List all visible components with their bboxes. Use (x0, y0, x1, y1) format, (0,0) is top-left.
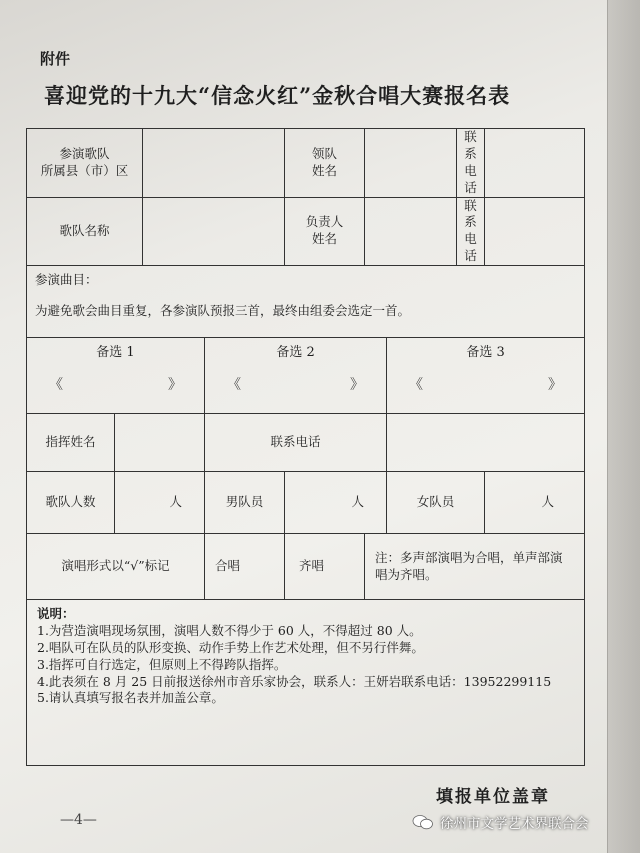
leader-contact-field[interactable] (485, 129, 585, 198)
male-members-unit[interactable]: 人 (285, 472, 387, 534)
conductor-name-field[interactable] (115, 414, 205, 472)
leader-contact-label: 联系 电话 (457, 129, 485, 198)
note-item: 5.请认真填写报名表并加盖公章。 (37, 690, 224, 706)
songs-section (27, 266, 585, 338)
male-members-label: 男队员 (205, 472, 285, 534)
singing-form-note: 注：多声部演唱为合唱，单声部演唱为齐唱。 (365, 534, 585, 600)
pick-3-label: 备选 3 (466, 345, 505, 360)
pick-2-open: 《 (227, 376, 242, 393)
responsible-contact-field[interactable] (485, 197, 585, 266)
notes-heading: 说明： (37, 606, 75, 621)
pick-2-label: 备选 2 (276, 345, 315, 360)
member-count-label: 歌队人数 (27, 472, 115, 534)
form-title: 喜迎党的十九大“信念火红”金秋合唱大赛报名表 (44, 83, 511, 108)
unison-option[interactable] (285, 534, 365, 600)
attachment-label: 附件 (40, 50, 71, 68)
pick-2-close: 》 (350, 376, 365, 393)
pick-1-open: 《 (49, 376, 63, 393)
member-count-unit[interactable]: 人 (115, 472, 205, 534)
team-name-label: 歌队名称 (27, 197, 143, 266)
watermark (412, 812, 589, 832)
pick-3-open: 《 (409, 376, 424, 393)
conductor-phone-field[interactable] (387, 414, 585, 472)
page-number: —4— (60, 812, 97, 828)
singing-form-label: 演唱形式以“√”标记 (27, 534, 205, 600)
chorus-option[interactable] (205, 534, 285, 600)
notes-section (27, 600, 585, 766)
registration-form (26, 128, 585, 766)
leader-name-label: 领队 姓名 (285, 129, 365, 198)
responsible-name-label: 负责人 姓名 (285, 197, 365, 266)
chorus-label: 合唱 (215, 558, 241, 574)
pick-1-label: 备选 1 (96, 345, 135, 360)
page-edge (607, 0, 640, 853)
seal-label: 填报单位盖章 (436, 787, 550, 807)
pick-3[interactable] (387, 338, 585, 414)
leader-name-field[interactable] (365, 129, 457, 198)
conductor-phone-label: 联系电话 (205, 414, 387, 472)
responsible-name-field[interactable] (365, 197, 457, 266)
female-members-unit[interactable]: 人 (485, 472, 585, 534)
songs-note: 为避免歌会曲目重复，各参演队预报三首，最终由组委会选定一首。 (35, 302, 411, 318)
pick-1-close: 》 (168, 376, 183, 393)
note-item: 4.此表须在 8 月 25 日前报送徐州市音乐家协会，联系人：王妍岩联系电话：13952299115 (37, 673, 552, 689)
pick-3-close: 》 (548, 376, 563, 393)
team-name-field[interactable] (143, 197, 285, 266)
team-county-field[interactable] (143, 129, 285, 198)
team-county-label: 参演歌队 所属县（市）区 (27, 129, 143, 198)
pick-1[interactable] (27, 338, 205, 414)
note-item: 3.指挥可自行选定，但原则上不得跨队指挥。 (37, 656, 287, 672)
watermark-text: 徐州市文学艺术界联合会 (440, 816, 589, 832)
note-item: 2.唱队可在队员的队形变换、动作手势上作艺术处理，但不另行伴舞。 (37, 639, 424, 655)
responsible-contact-label: 联系 电话 (457, 197, 485, 266)
female-members-label: 女队员 (387, 472, 485, 534)
pick-2[interactable] (205, 338, 387, 414)
unison-label: 齐唱 (299, 558, 325, 574)
note-item: 1.为营造演唱现场氛围，演唱人数不得少于 60 人，不得超过 80 人。 (37, 622, 422, 638)
songs-label: 参演曲目： (35, 272, 98, 287)
wechat-icon (412, 814, 434, 830)
conductor-name-label: 指挥姓名 (27, 414, 115, 472)
